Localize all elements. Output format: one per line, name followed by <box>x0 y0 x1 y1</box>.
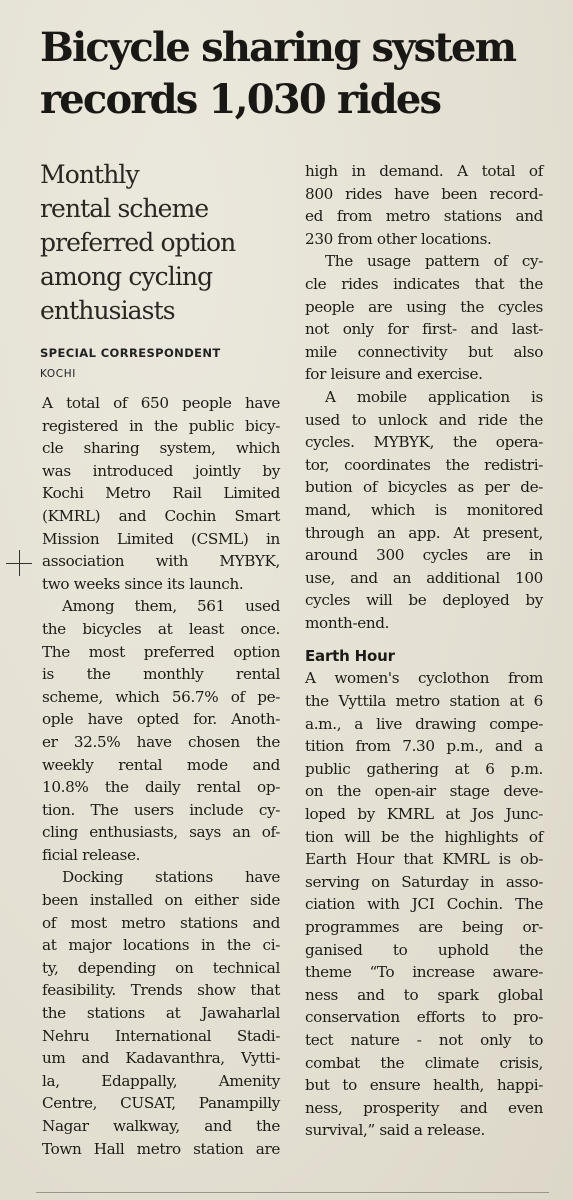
headline-line: records 1,030 rides <box>40 76 441 123</box>
body-text-line: tion. The users include cy- <box>42 800 280 819</box>
body-text-line: scheme, which 56.7% of pe- <box>42 687 280 706</box>
headline-line: Bicycle sharing system <box>40 24 516 71</box>
body-text-line: loped by KMRL at Jos Junc- <box>305 805 543 824</box>
body-text-line: A mobile application is <box>325 387 543 406</box>
body-text-line: cle rides indicates that the <box>305 274 543 293</box>
body-text-line: Earth Hour that KMRL is ob- <box>305 850 543 869</box>
body-text-line: feasibility. Trends show that <box>42 981 280 1000</box>
body-text-line: ople have opted for. Anoth- <box>42 710 280 729</box>
body-text-line: ness, prosperity and even <box>305 1098 543 1117</box>
body-text-line: Nagar walkway, and the <box>42 1117 280 1135</box>
body-text-line: association with MYBYK, <box>42 552 280 571</box>
body-text-line: high in demand. A total of <box>305 162 543 180</box>
body-text-line: ty, depending on technical <box>42 958 280 977</box>
body-text-line: survival,” said a release. <box>305 1121 485 1140</box>
body-column-left <box>42 392 280 1160</box>
body-text-line: 10.8% the daily rental op- <box>42 778 280 797</box>
body-text-line: ness and to spark global <box>305 985 543 1004</box>
body-text-line: mand, which is monitored <box>305 500 543 519</box>
body-text-line: on the open-air stage deve- <box>305 782 543 801</box>
body-text-line: weekly rental mode and <box>42 755 280 774</box>
body-text-line: but to ensure health, happi- <box>305 1076 543 1095</box>
body-text-line: was introduced jointly by <box>42 461 280 480</box>
body-text-line: Kochi Metro Rail Limited <box>42 484 280 503</box>
body-text-line: Centre, CUSAT, Panampilly <box>42 1094 280 1113</box>
body-text-line: cycles will be deployed by <box>305 591 543 610</box>
body-text-line: cling enthusiasts, says an of- <box>42 823 280 842</box>
byline: SPECIAL CORRESPONDENT <box>40 346 221 360</box>
body-text-line: mile connectivity but also <box>305 342 543 361</box>
body-text-line: A total of 650 people have <box>42 394 280 412</box>
body-text-line: cle sharing system, which <box>42 439 280 458</box>
body-text-line: the stations at Jawaharlal <box>42 1004 280 1023</box>
body-text-line: tition from 7.30 p.m., and a <box>305 737 543 756</box>
body-text-line: er 32.5% have chosen the <box>42 732 280 751</box>
body-text-line: A women's cyclothon from <box>305 669 543 688</box>
body-text-line: ed from metro stations and <box>305 207 543 226</box>
body-text-line: month-end. <box>305 613 390 632</box>
body-text-line: cycles. MYBYK, the opera- <box>305 433 543 452</box>
deck-line: among cycling <box>40 262 213 291</box>
deck-line: preferred option <box>40 228 236 257</box>
body-text-line: theme “To increase aware- <box>305 963 543 982</box>
body-text-line: public gathering at 6 p.m. <box>305 759 543 778</box>
body-text-line: is the monthly rental <box>42 665 280 684</box>
headline <box>40 22 560 126</box>
body-text-line: conservation efforts to pro- <box>305 1008 543 1027</box>
body-text-line: two weeks since its launch. <box>42 574 244 593</box>
body-text-line: la, Edappally, Amenity <box>42 1071 280 1090</box>
body-text-line: ficial release. <box>42 845 141 864</box>
body-text-line: programmes are being or- <box>305 918 543 936</box>
body-text-line: for leisure and exercise. <box>305 365 483 384</box>
deck-line: Monthly <box>40 160 139 189</box>
body-text-line: combat the climate crisis, <box>305 1053 543 1072</box>
body-column-right <box>305 160 543 1142</box>
section-subheading: Earth Hour <box>305 647 395 666</box>
body-text-line: the bicycles at least once. <box>42 619 280 638</box>
body-text-line: been installed on either side <box>42 891 280 910</box>
body-text-line: used to unlock and ride the <box>305 410 543 429</box>
body-text-line: tect nature - not only to <box>305 1030 543 1049</box>
body-text-line: 800 rides have been record- <box>305 184 543 203</box>
body-text-line: the Vyttila metro station at 6 <box>305 692 543 711</box>
body-text-line: 230 from other locations. <box>305 229 492 248</box>
body-text-line: ganised to uphold the <box>305 940 543 959</box>
body-text-line: (KMRL) and Cochin Smart <box>42 506 280 525</box>
body-text-line: people are using the cycles <box>305 297 543 316</box>
bottom-divider <box>36 1192 549 1193</box>
body-text-line: registered in the public bicy- <box>42 416 280 435</box>
body-text-line: through an app. At present, <box>305 523 543 542</box>
dateline: KOCHI <box>40 368 76 380</box>
body-text-line: tor, coordinates the redistri- <box>305 455 543 474</box>
body-text-line: um and Kadavanthra, Vytti- <box>42 1049 280 1068</box>
body-text-line: Nehru International Stadi- <box>42 1026 280 1045</box>
body-text-line: Town Hall metro station are <box>42 1139 280 1158</box>
body-text-line: a.m., a live drawing compe- <box>305 714 543 733</box>
deck-subheadline <box>40 158 310 328</box>
body-text-line: Mission Limited (CSML) in <box>42 529 280 548</box>
body-text-line: at major locations in the ci- <box>42 936 280 955</box>
deck-line: rental scheme <box>40 194 209 223</box>
body-text-line: bution of bicycles as per de- <box>305 478 543 497</box>
body-text-line: not only for first- and last- <box>305 320 543 339</box>
body-text-line: of most metro stations and <box>42 913 280 932</box>
body-text-line: ciation with JCI Cochin. The <box>305 895 543 914</box>
body-text-line: tion will be the highlights of <box>305 827 543 846</box>
body-text-line: Docking stations have <box>62 868 280 887</box>
crop-mark-icon <box>6 550 32 576</box>
body-text-line: Among them, 561 used <box>62 597 280 616</box>
body-text-line: around 300 cycles are in <box>305 546 543 565</box>
body-text-line: The usage pattern of cy- <box>325 252 543 271</box>
body-text-line: The most preferred option <box>42 642 280 661</box>
body-text-line: serving on Saturday in asso- <box>305 872 543 891</box>
body-text-line: use, and an additional 100 <box>305 568 543 587</box>
deck-line: enthusiasts <box>40 296 175 325</box>
